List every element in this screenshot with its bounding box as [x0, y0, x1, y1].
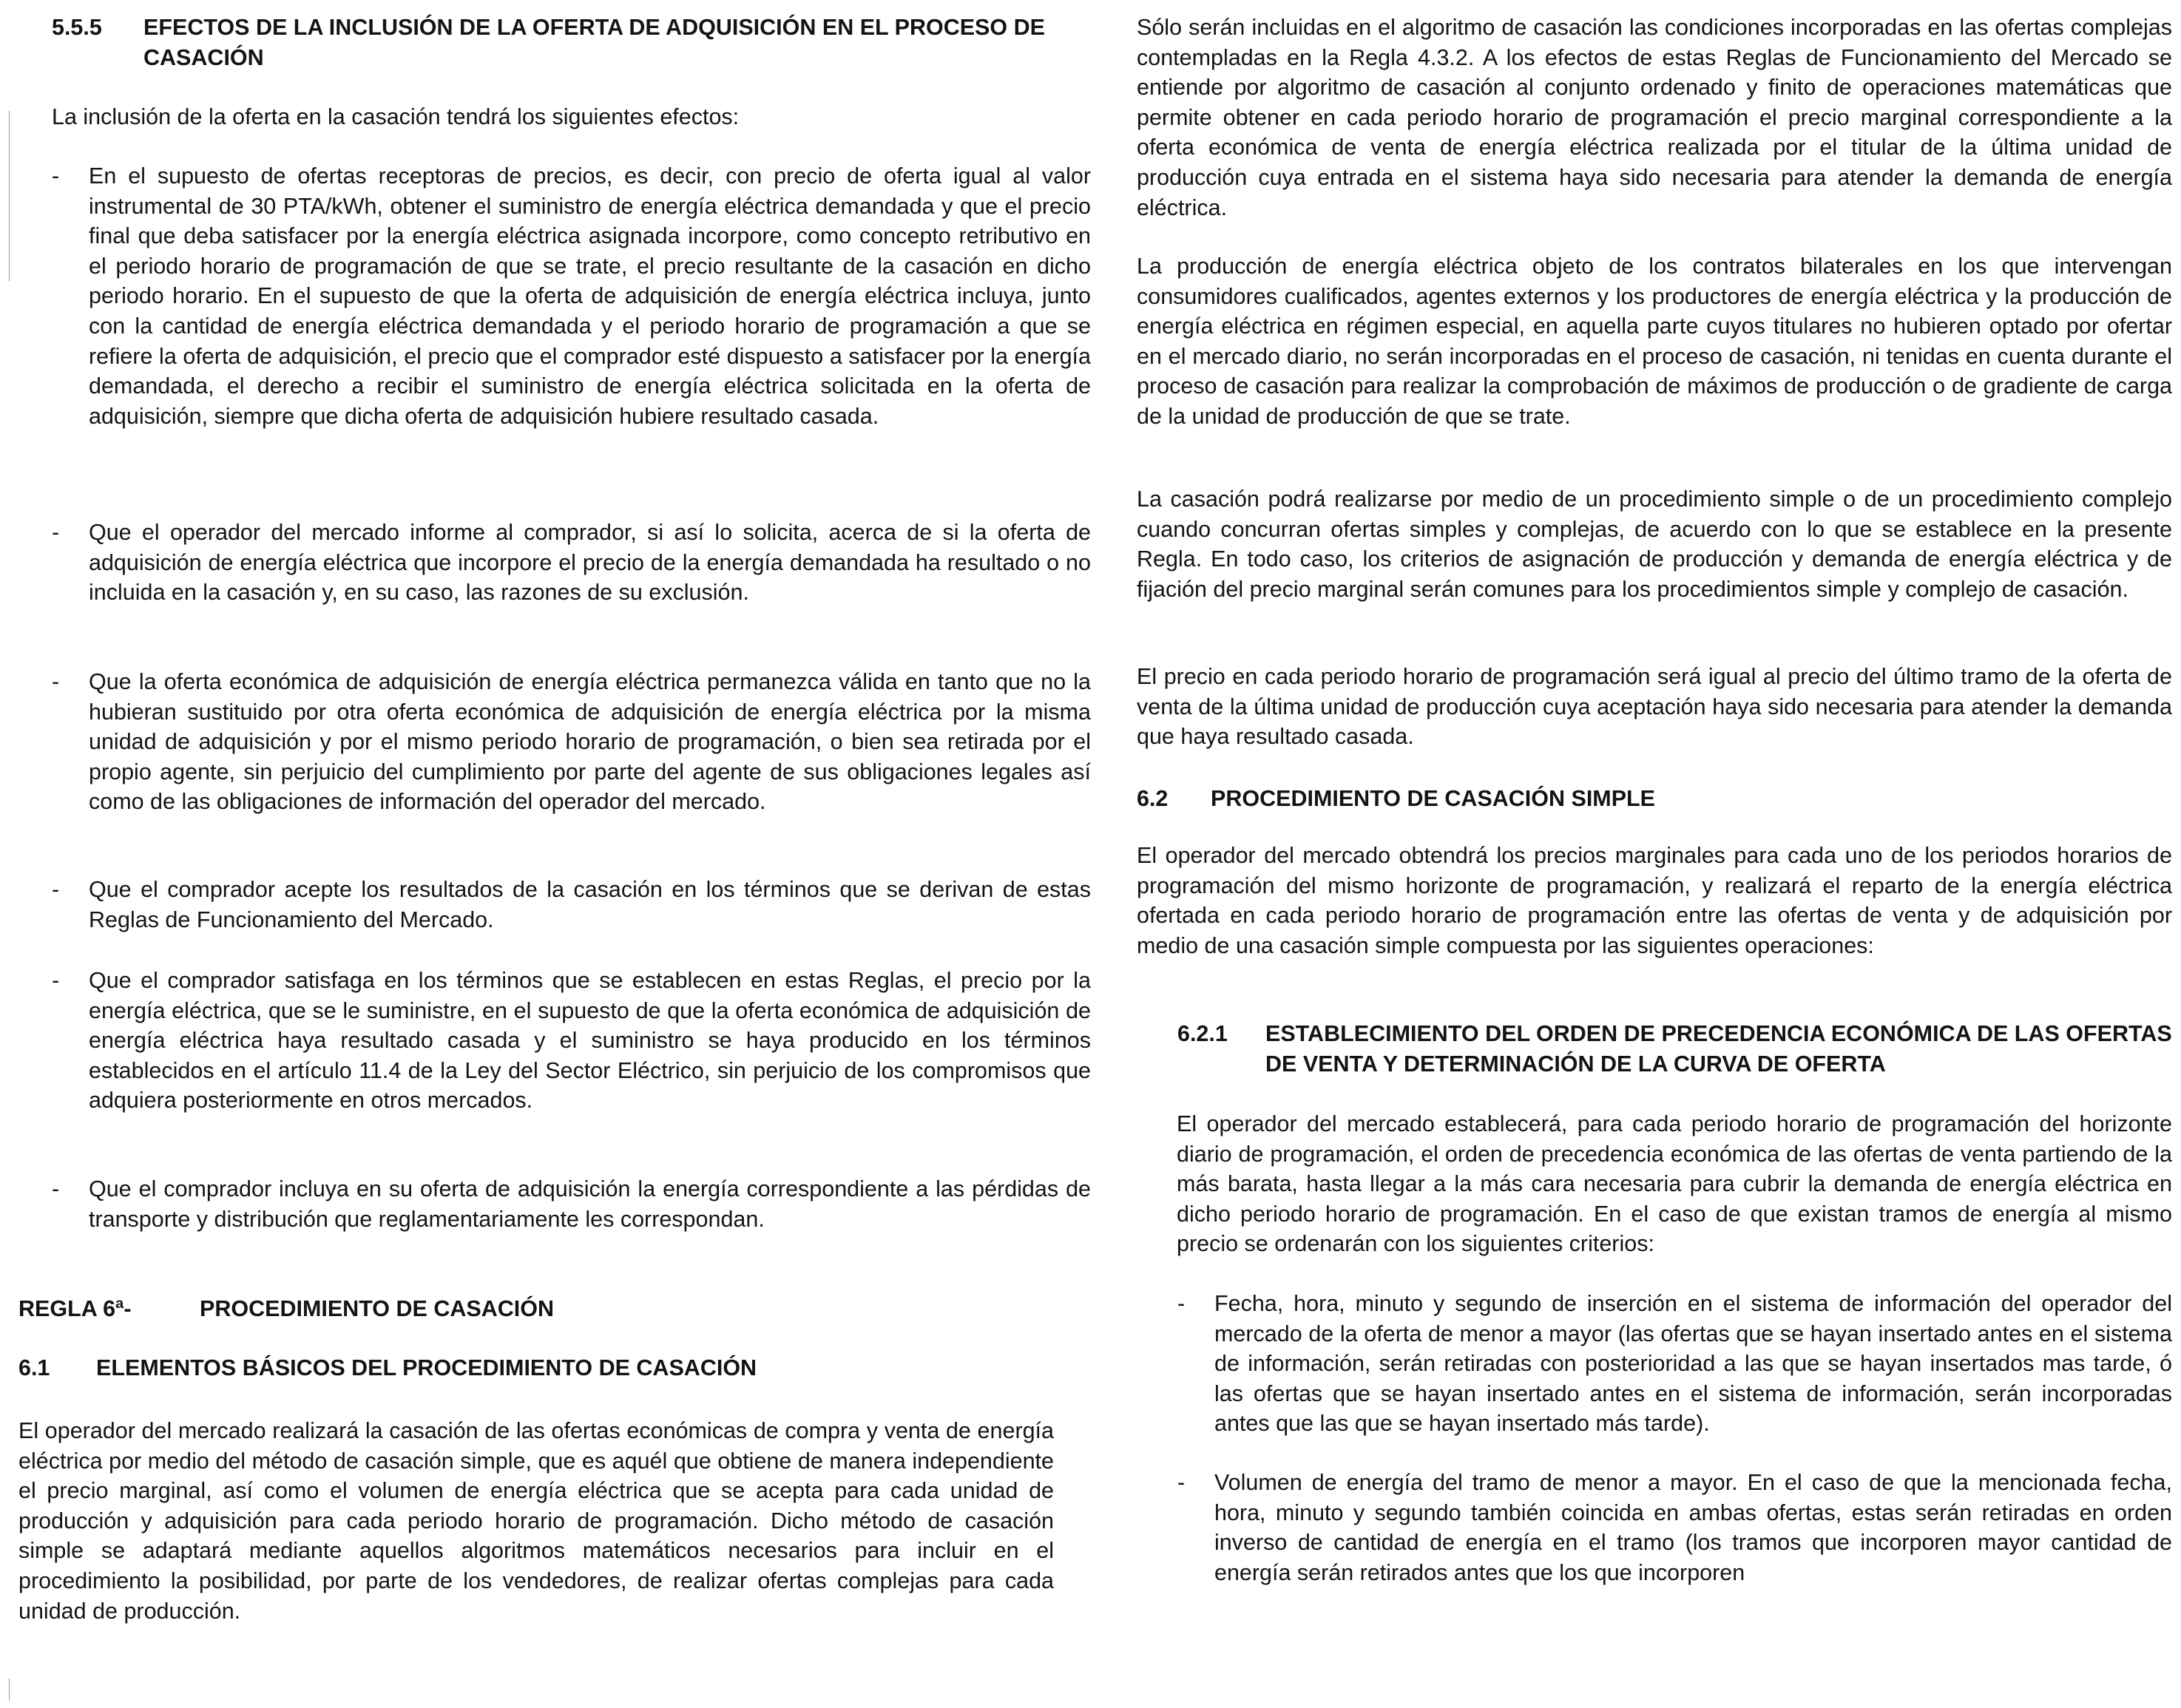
list-item	[52, 161, 1091, 431]
dash-bullet: -	[52, 163, 60, 189]
scan-edge-mark	[9, 1678, 10, 1701]
heading-text: EFECTOS DE LA INCLUSIÓN DE LA OFERTA DE ADQUISICIÓN EN EL PROCESO DE CASACIÓN	[143, 15, 1045, 70]
dash-bullet: -	[1177, 1470, 1186, 1495]
heading-regla-6	[18, 1294, 1054, 1324]
heading-number: 5.5.5	[52, 15, 102, 40]
list-item-text: Que la oferta económica de adquisición de energía eléctrica permanezca válida en tanto que no la hubieran sustituido por otra oferta económica de adquisición de energía eléctrica por la misma unidad de adquisición y por el mismo periodo horario de programación, o bien sea retirada por el propio agente, sin perjuicio del cumplimiento por parte del agente de sus obligaciones legales así como de las obligaciones de información del operador del mercado.	[89, 669, 1091, 815]
dash-bullet: -	[52, 1176, 60, 1202]
heading-5-5-5	[52, 13, 1054, 72]
list-item	[1177, 1289, 2172, 1439]
heading-6-2	[1137, 784, 2172, 814]
list-item-text: Volumen de energía del tramo de menor a mayor. En el caso de que la mencionada fecha, hora, minuto y segundo también coincida en ambas ofertas, estas serán retiradas en orden inverso de cantidad de energía en el tramo (los tramos que incorporen mayor cantidad de energía serán retirados antes que los que incorporen	[1214, 1470, 2172, 1585]
dash-bullet: -	[52, 877, 60, 902]
paragraph-6-2: El operador del mercado obtendrá los precios marginales para cada uno de los periodos horarios de programación del mismo horizonte de programación, y realizará el reparto de la energía eléctrica ofertada en cada periodo horario de programación entre las ofertas de venta y de adquisición por medio de una casación simple compuesta por las siguientes operaciones:	[1137, 843, 2172, 958]
dash-bullet: -	[52, 669, 60, 694]
heading-6-2-1	[1177, 1019, 2172, 1079]
dash-bullet: -	[1177, 1291, 1186, 1316]
heading-number: REGLA 6ª-	[18, 1296, 132, 1321]
list-item	[1177, 1468, 2172, 1587]
list-item	[52, 1174, 1091, 1234]
list-item	[52, 966, 1091, 1116]
list-item-text: Que el operador del mercado informe al comprador, si así lo solicita, acerca de si la oferta de adquisición de energía eléctrica que incorpore el precio de la energía demandada ha resultado o no incluida en la casación y, en su caso, las razones de su exclusión.	[89, 520, 1091, 606]
paragraph-6-1: El operador del mercado realizará la casación de las ofertas económicas de compra y venta de energía eléctrica por medio del método de casación simple, que es aquél que obtiene de manera independiente el precio marginal, así como el volumen de energía eléctrica que se acepta para cada unidad de producción y adquisición para cada periodo horario de programación. Dicho método de casación simple se adaptará mediante aquellos algoritmos matemáticos necesarios para incluir en el procedimiento la posibilidad, por parte de los vendedores, de realizar ofertas complejas para cada unidad de producción.	[18, 1418, 1054, 1624]
dash-bullet: -	[52, 520, 60, 545]
dash-bullet: -	[52, 968, 60, 993]
paragraph: La casación podrá realizarse por medio de un procedimiento simple o de un procedimiento complejo cuando concurran ofertas simples y complejas, de acuerdo con lo que se establece en la presente Regla. En todo caso, los criterios de asignación de producción y demanda de energía eléctrica y de fijación del precio marginal serán comunes para los procedimientos simple y complejo de casación.	[1137, 487, 2172, 602]
paragraph: El precio en cada periodo horario de programación será igual al precio del último tramo de la oferta de venta de la última unidad de producción cuya aceptación haya sido necesaria para atender la demanda que haya resultado casada.	[1137, 664, 2172, 750]
list-item	[52, 518, 1091, 608]
list-item	[52, 667, 1091, 817]
heading-text: ELEMENTOS BÁSICOS DEL PROCEDIMIENTO DE CASACIÓN	[96, 1355, 757, 1380]
paragraph: La producción de energía eléctrica objeto de los contratos bilaterales en los que intervengan consumidores cualificados, agentes externos y los productores de energía eléctrica y la producción de energía eléctrica en régimen especial, en aquella parte cuyos titulares no hubieren optado por ofertar en el mercado diario, no serán incorporadas en el proceso de casación, ni tenidas en cuenta durante el proceso de casación para realizar la comprobación de máximos de producción o de gradiente de carga de la unidad de producción de que se trate.	[1137, 254, 2172, 429]
list-item	[52, 875, 1091, 935]
heading-text: ESTABLECIMIENTO DEL ORDEN DE PRECEDENCIA ECONÓMICA DE LAS OFERTAS DE VENTA Y DETERMINACIÓN DE LA CURVA DE OFERTA	[1265, 1021, 2172, 1077]
scan-edge-mark	[9, 111, 10, 281]
heading-number: 6.1	[18, 1355, 50, 1380]
heading-number: 6.2	[1137, 786, 1169, 811]
intro-paragraph: La inclusión de la oferta en la casación tendrá los siguientes efectos:	[52, 104, 740, 129]
list-item-text: Que el comprador incluya en su oferta de adquisición la energía correspondiente a las pérdidas de transporte y distribución que reglamentariamente les correspondan.	[89, 1176, 1091, 1232]
list-item-text: Fecha, hora, minuto y segundo de inserción en el sistema de información del operador del mercado de la oferta de menor a mayor (las ofertas que se hayan insertado antes en el sistema de información, serán retiradas con posterioridad a las que se hayan insertados mas tarde, ó las ofertas que se hayan insertado antes en el sistema de información, serán incorporadas antes que las que se hayan insertado más tarde).	[1214, 1291, 2172, 1437]
list-item-text: Que el comprador acepte los resultados de la casación en los términos que se derivan de estas Reglas de Funcionamiento del Mercado.	[89, 877, 1091, 932]
heading-text: PROCEDIMIENTO DE CASACIÓN SIMPLE	[1211, 786, 1656, 811]
paragraph: Sólo serán incluidas en el algoritmo de casación las condiciones incorporadas en las ofertas complejas contempladas en la Regla 4.3.2. A los efectos de estas Reglas de Funcionamiento del Mercado se entiende por algoritmo de casación al conjunto ordenado y finito de operaciones matemáticas que permite obtener en cada periodo horario de programación el precio marginal correspondiente a la oferta económica de venta de energía eléctrica realizada por el titular de la última unidad de producción cuya entrada en el sistema haya sido necesaria para atender la demanda de energía eléctrica.	[1137, 15, 2172, 220]
heading-text: PROCEDIMIENTO DE CASACIÓN	[200, 1296, 555, 1321]
paragraph-6-2-1: El operador del mercado establecerá, para cada periodo horario de programación del horizonte diario de programación, el orden de precedencia económica de las ofertas de venta partiendo de la más barata, hasta llegar a la más cara necesaria para cubrir la demanda de energía eléctrica en dicho periodo horario de programación. En el caso de que existan tramos de energía al mismo precio se ordenarán con los siguientes criterios:	[1177, 1111, 2172, 1257]
list-item-text: Que el comprador satisfaga en los términos que se establecen en estas Reglas, el precio por la energía eléctrica, que se le suministre, en el supuesto de que la oferta económica de adquisición de energía eléctrica haya resultado casada y el suministro se haya producido en los términos establecidos en el artículo 11.4 de la Ley del Sector Eléctrico, sin perjuicio de los compromisos que adquiera posteriormente en otros mercados.	[89, 968, 1091, 1114]
list-item-text: En el supuesto de ofertas receptoras de precios, es decir, con precio de oferta igual al valor instrumental de 30 PTA/kWh, obtener el suministro de energía eléctrica demandada y que el precio final que deba satisfacer por la energía eléctrica asignada incorpore, como concepto retributivo en el periodo horario de programación de que se trate, el precio resultante de la casación en dicho periodo horario. En el supuesto de que la oferta de adquisición de energía eléctrica incluya, junto con la cantidad de energía eléctrica demandada y el periodo horario de programación a que se refiere la oferta de adquisición, el precio que el comprador esté dispuesto a satisfacer por la energía demandada, el derecho a recibir el suministro de energía eléctrica solicitada en la oferta de adquisición, siempre que dicha oferta de adquisición hubiere resultado casada.	[89, 163, 1091, 429]
heading-number: 6.2.1	[1177, 1021, 1228, 1046]
heading-6-1	[18, 1353, 1054, 1383]
